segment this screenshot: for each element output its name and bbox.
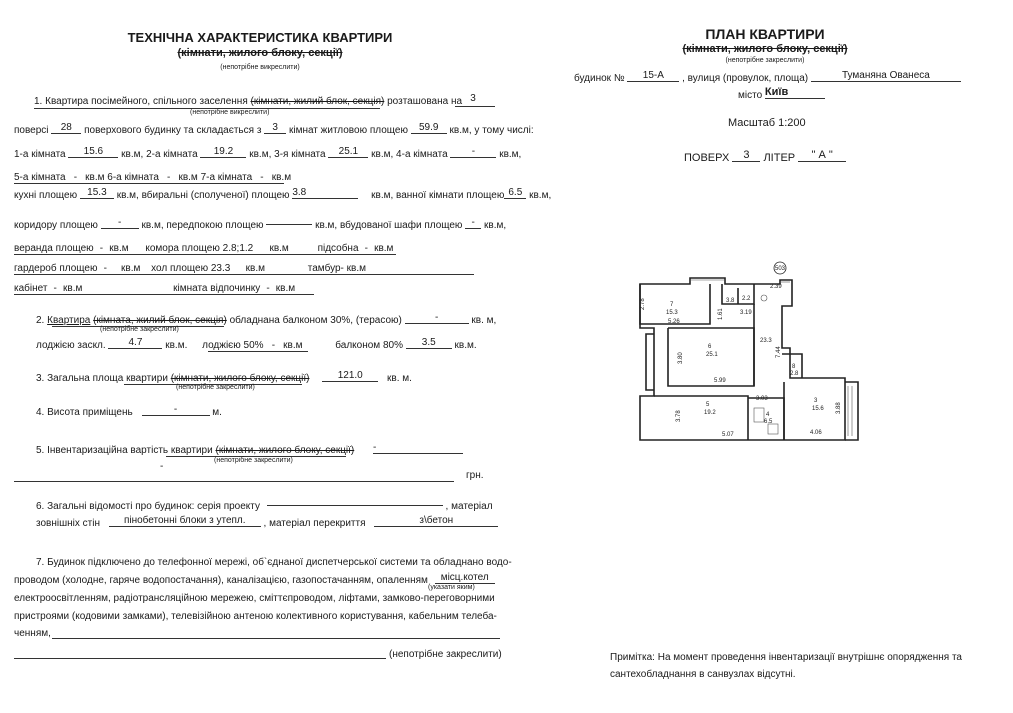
rooms-value: 3 [264,122,286,134]
s7-line1: 7. Будинок підключено до телефонної мережі, об`єднаної диспетчерської системи та обладнано водо- [36,557,512,568]
plan-r4-num: 4 [766,412,770,418]
floor-plan [630,258,870,448]
city-name: Київ [765,86,825,99]
plan-r3-num: 3 [814,398,818,404]
plan-top2: 2.2 [742,296,751,302]
plan-r7-len: 5.26 [668,319,680,325]
tech-title: ТЕХНІЧНА ХАРАКТЕРИСТИКА КВАРТИРИ [127,30,393,45]
room6-value: - [167,172,171,183]
plan-top5: 1.61 [718,308,724,320]
plan-r8-area: 2.8 [790,371,799,377]
s1-note: (непотрібне викреслити) [190,109,270,116]
s2-note: (непотрібне закреслити) [100,326,179,333]
heating-value: місц.котел [435,572,495,584]
liter-value: " А " [798,149,846,162]
room1-value: 15.6 [68,146,118,158]
s7-strike-note: (непотрібне закреслити) [389,649,502,660]
plan-r7-num: 7 [670,302,674,308]
s7-line3: електроосвітленням, радіотрансляційною мережею, сміттєпроводом, ліфтами, замково-переговорними [14,593,495,604]
plan-r7-area: 15.3 [666,310,678,316]
plan-r5-area: 19.2 [704,410,716,416]
plan-hall-width: 7.44 [776,346,782,358]
storage-value: 2.8;1.2 [222,243,254,254]
inventory-value: - [373,442,463,454]
s6-line2: зовнішніх стін пінобетонні блоки з утепл. , матеріал перекриття з\бетон [36,518,498,530]
s1-kitchen-line: кухні площею 15.3 кв.м, вбиральні (сполученої) площею 3.8 кв.м, ванної кімнати площею 6.5 кв.м, [14,187,552,201]
s1-rooms-line2: 5-а кімната - кв.м 6-а кімната - кв.м 7-а кімната - кв.м [14,172,292,183]
plan-r6-height: 3.80 [678,352,684,364]
tech-subtitle-note: (непотрібне викреслити) [220,64,300,71]
s1-line2: поверсі 28 поверхового будинку та складається з 3 кімнат житловою площею 59.9 кв.м, у тому числі: [14,122,534,136]
plan-r8-num: 8 [792,364,796,370]
currency-unit: грн. [466,470,484,481]
s2-line1: 2. Квартира (кімната, жилий блок, секція) обладнана балконом 30%, (терасою) - кв. м, [36,312,497,326]
tambur-value: - [340,263,344,274]
s5-line: 5. Інвентаризаційна вартість квартири (кімнати, жилого блоку, секції) - [36,445,463,457]
plan-note-2: сантехобладнання в санвузлах відсутні. [610,669,796,680]
plan-r5-width: 5.07 [722,432,734,438]
height-value: - [142,404,210,416]
plan-subtitle-note: (непотрібне закреслити) [725,57,805,64]
plan-note-1: Примітка: На момент проведення інвентаризації внутрішнє опорядження та [610,652,962,663]
cabinet-value: - [53,283,57,294]
s4-line: 4. Висота приміщень - м. [36,404,222,418]
utility-value: - [364,243,368,254]
bath-value: 6.5 [504,187,526,199]
floors-material-value: з\бетон [374,515,498,527]
veranda-value: - [99,243,104,254]
floor-liter-line: ПОВЕРХ 3 ЛІТЕР " А " [684,152,846,165]
plan-floor-value: 3 [732,149,760,162]
plan-marker: 503 [775,266,786,272]
plan-r3-area: 15.6 [812,406,824,412]
tech-subtitle: (кімнати, жилого блоку, секції) [177,47,343,59]
builtin-wardrobe-value: - [465,217,481,229]
plan-r3-height: 3.88 [836,402,842,414]
kitchen-value: 15.3 [80,187,114,199]
address-line: будинок № 15-А , вулиця (провулок, площа) Туманяна Ованеса [574,73,961,85]
s1-rooms-line1: 1-а кімната 15.6 кв.м, 2-а кімната 19.2 кв.м, 3-я кімната 25.1 кв.м, 4-а кімната - кв.м, [14,146,522,160]
s1-garderobe-line: гардероб площею - кв.м хол площею 23.3 кв.м тамбур- кв.м [14,263,366,274]
s7-line5: ченням, [14,628,51,639]
s1-line1: 1. Квартира посімейного, спільного заселення (кімнати, жилий блок, секція) розташована на [34,96,463,107]
wc-value: 3.8 [292,187,358,199]
room4-value: - [450,146,496,158]
walls-material-value: пінобетонні блоки з утепл. [109,515,261,527]
plan-r5-num: 5 [706,402,710,408]
garderobe-value: - [103,263,107,274]
terrace-value: - [405,312,469,324]
room5-value: - [73,172,78,183]
room7-value: - [260,172,264,183]
s1-veranda-line: веранда площею - кв.м комора площею 2.8;1.2 кв.м підсобна - кв.м [14,243,394,254]
loggia-value: 4.7 [108,337,162,349]
s1-cabinet-line: кабінет - кв.м кімната відпочинку - кв.м [14,283,296,294]
plan-r6-width: 5.99 [714,378,726,384]
house-number: 15-А [627,70,679,82]
city-line: місто Київ [738,89,825,102]
plan-scale: Масштаб 1:200 [728,117,806,129]
plan-top1: 3.8 [726,298,735,304]
corridor-value: - [101,217,139,229]
balcony80-value: 3.5 [406,337,452,349]
plan-r3-width: 4.06 [810,430,822,436]
s7-note: (указати яким) [428,584,475,591]
total-area-value: 121.0 [322,370,378,382]
s7-line2: проводом (холодне, гаряче водопостачання), каналізацією, газопостачанням, опаленням місц.котел [14,575,495,587]
street-name: Туманяна Ованеса [811,70,961,82]
plan-r4-area: 6.5 [764,419,773,425]
rest-room-value: - [266,283,270,294]
room3-value: 25.1 [328,146,368,158]
s3-note: (непотрібне закреслити) [176,384,255,391]
loggia50-value: - [271,340,276,351]
s6-line1: 6. Загальні відомості про будинок: серія проекту , матеріал [36,501,493,512]
hallway-value [266,224,312,225]
s1-corridor-line: коридору площею - кв.м, передпокою площею кв.м, вбудованої шафи площею - кв.м, [14,217,507,231]
living-area-value: 59.9 [411,122,447,134]
plan-r7-width: 2.78 [640,298,646,310]
hall-value: 23.3 [210,263,231,274]
s5-note: (непотрібне закреслити) [214,457,293,464]
s2-line2: лоджією заскл. 4.7 кв.м. лоджією 50% - кв.м балконом 80% 3.5 кв.м. [36,337,477,351]
plan-r5-height: 3.78 [676,410,682,422]
plan-title: ПЛАН КВАРТИРИ [705,26,825,42]
plan-subtitle: (кімнати, жилого блоку, секції) [682,43,848,55]
total-floors-value: 28 [51,122,81,134]
plan-r6-num: 6 [708,344,712,350]
s3-line: 3. Загальна площа квартири (кімнати, жилого блоку, секції) 121.0 кв. м. [36,370,412,384]
plan-hall-area: 23.3 [760,338,772,344]
inventory-value-2: - [160,461,164,472]
project-series-value [267,505,443,506]
floor-value: 3 [470,93,476,104]
room2-value: 19.2 [200,146,246,158]
s7-line4: пристроями (кодовими замками), телевізійною антеною колективного користування, кабельним телеба- [14,611,497,622]
plan-top3: 2.39 [770,284,782,290]
plan-r4-width: 3.03 [756,396,768,402]
plan-top4: 3.19 [740,310,752,316]
plan-r6-area: 25.1 [706,352,718,358]
